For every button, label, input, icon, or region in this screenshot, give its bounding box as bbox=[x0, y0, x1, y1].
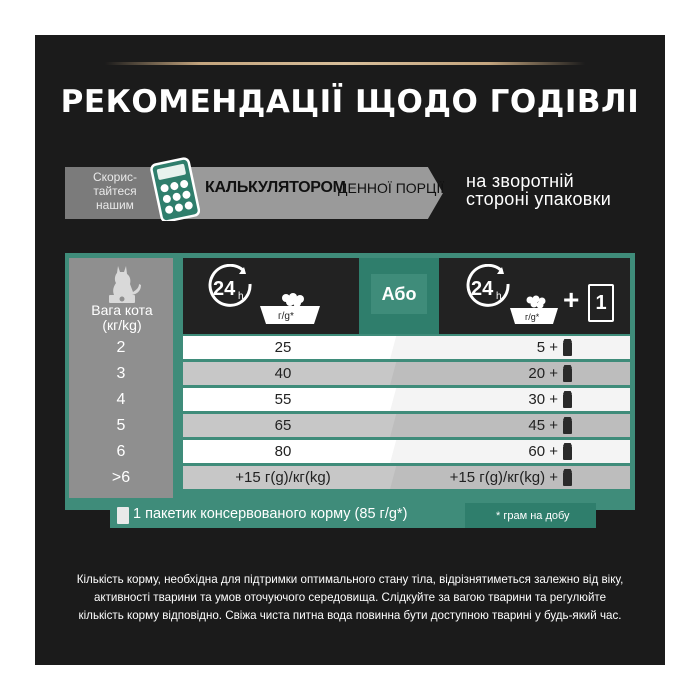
use-line-3: нашим bbox=[96, 198, 134, 212]
dry-only-cell: 40 bbox=[274, 365, 292, 382]
calculator-bold-label: КАЛЬКУЛЯТОРОМ bbox=[205, 179, 346, 196]
pouch-icon bbox=[588, 284, 614, 322]
weight-label-line-2: (кг/kg) bbox=[102, 317, 142, 333]
or-label: Або bbox=[371, 274, 427, 314]
daily-portion-label: ДЕННОЇ ПОРЦІЇ bbox=[338, 180, 445, 196]
cat-weight-label bbox=[73, 303, 171, 333]
clock-hours-text: 24 bbox=[213, 278, 236, 300]
clock-hours-text: 24 bbox=[471, 278, 494, 300]
clock-hours-sub: h bbox=[238, 291, 244, 302]
back-of-pack-text bbox=[466, 172, 611, 208]
dry-only-cell: 65 bbox=[274, 417, 292, 434]
use-line-1: Скорис- bbox=[92, 170, 138, 184]
weight-cell: 6 bbox=[116, 443, 126, 460]
clock-24h-icon bbox=[206, 264, 262, 310]
weight-cell: 5 bbox=[116, 417, 126, 434]
mixed-feeding-cell: 45 + bbox=[528, 417, 558, 434]
gold-divider bbox=[105, 62, 585, 65]
pouch-definition: 1 пакетик консервованого корму (85 г/g*) bbox=[133, 506, 408, 522]
mixed-feeding-cell: 60 + bbox=[528, 443, 558, 460]
back-line-1: на зворотній bbox=[466, 171, 575, 191]
use-line-2: тайтеся bbox=[93, 184, 137, 198]
weight-cell: 3 bbox=[116, 365, 126, 382]
pouch-icon bbox=[563, 394, 572, 408]
dry-only-cell: 55 bbox=[274, 391, 292, 408]
pouch-icon bbox=[563, 420, 572, 434]
bowl-unit-label: г/g* bbox=[278, 311, 294, 322]
use-our-text bbox=[75, 170, 155, 212]
pouch-icon bbox=[563, 446, 572, 460]
pouch-icon bbox=[117, 507, 129, 524]
feeding-disclaimer: Кількість корму, необхідна для підтримки оптимального стану тіла, відрізнятиметься залежно від віку, активності тварини та умов оточуючого середовища. Слідкуйте за вагою тварини та регулюйте кількість корму відповідно. Свіжа чиста питна вода повинна бути доступною тварині у будь-який час. bbox=[76, 573, 624, 622]
pouch-icon bbox=[563, 342, 572, 356]
page-title: РЕКОМЕНДАЦІЇ ЩОДО ГОДІВЛІ bbox=[60, 84, 640, 120]
mixed-feeding-cell: 30 + bbox=[528, 391, 558, 408]
dry-only-cell: 25 bbox=[274, 339, 292, 356]
dry-only-cell: +15 г(g)/кг(kg) bbox=[235, 469, 331, 486]
clock-hours-sub: h bbox=[496, 291, 502, 302]
food-bowl-icon bbox=[256, 288, 324, 328]
dry-only-cell: 80 bbox=[274, 443, 292, 460]
per-day-note: * грам на добу bbox=[496, 510, 570, 522]
bowl-unit-label: г/g* bbox=[525, 312, 540, 322]
weight-label-line-1: Вага кота bbox=[91, 302, 153, 318]
calculator-icon bbox=[150, 157, 200, 221]
mixed-feeding-cell: 20 + bbox=[528, 365, 558, 382]
pouch-icon bbox=[563, 368, 572, 382]
back-line-2: стороні упаковки bbox=[466, 189, 612, 209]
weight-cell: 4 bbox=[116, 391, 126, 408]
cat-on-scale-icon bbox=[100, 262, 144, 304]
mixed-feeding-cell: +15 г(g)/кг(kg) + bbox=[449, 469, 558, 486]
pouch-count: 1 bbox=[595, 292, 607, 314]
plus-sign: + bbox=[563, 284, 580, 315]
weight-cell: 2 bbox=[116, 339, 126, 356]
weight-cell: >6 bbox=[111, 469, 131, 486]
mixed-feeding-cell: 5 + bbox=[536, 339, 558, 356]
pouch-icon bbox=[563, 472, 572, 486]
food-bowl-icon bbox=[506, 292, 562, 328]
